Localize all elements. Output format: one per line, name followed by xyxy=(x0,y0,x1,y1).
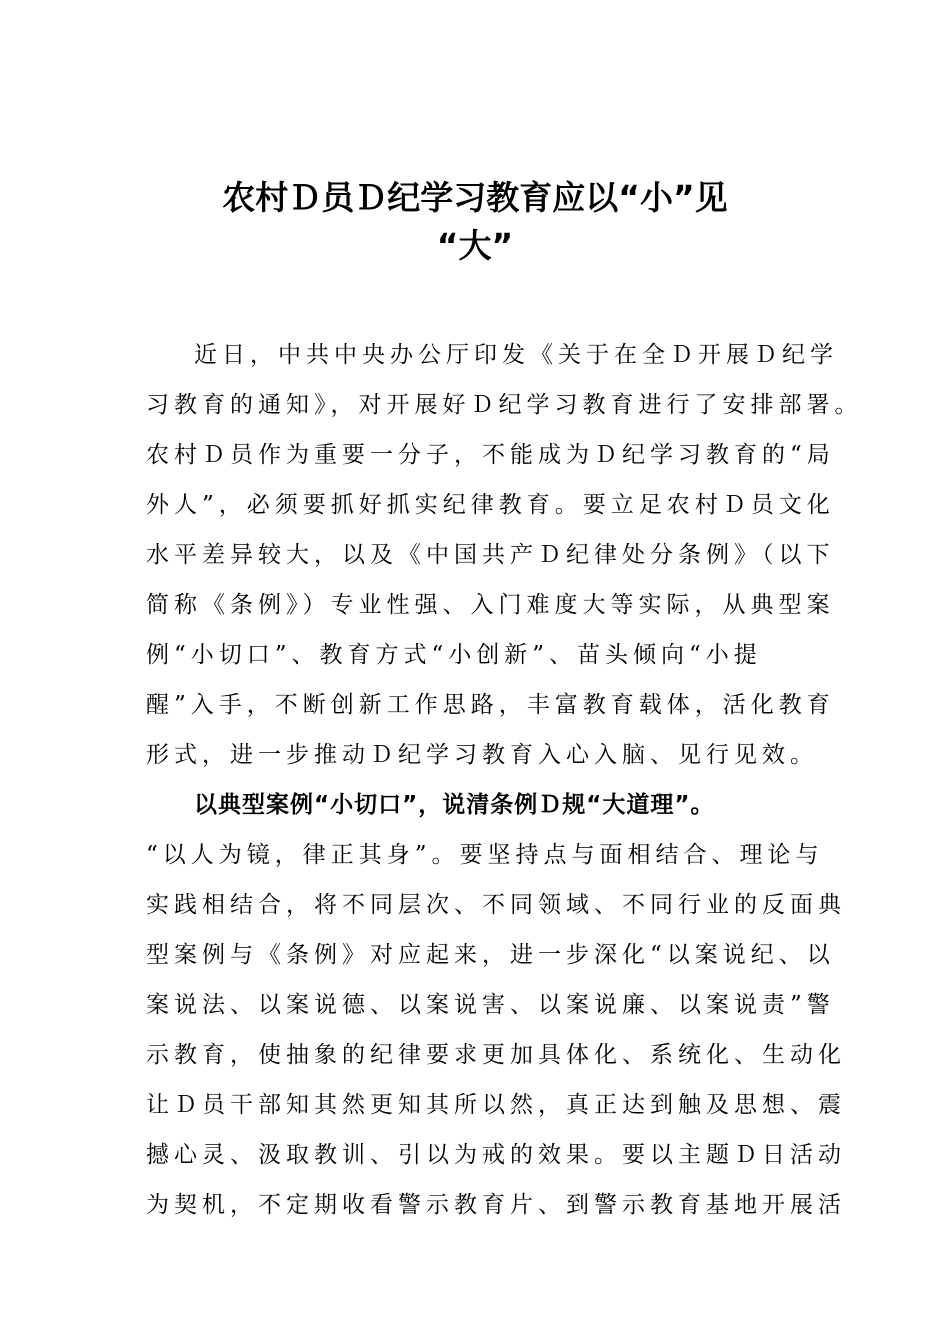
text-line: 外人”，必须要抓好抓实纪律教育。要立足农村Ｄ员文化 xyxy=(146,492,835,518)
text-line: 型案例与《条例》对应起来，进一步深化“以案说纪、以 xyxy=(146,942,835,968)
text-line: 水平差异较大，以及《中国共产Ｄ纪律处分条例》（以下 xyxy=(146,542,835,568)
document-title xyxy=(150,174,800,270)
text-line: 示教育，使抽象的纪律要求更加具体化、系统化、生动化 xyxy=(146,1042,846,1068)
title-line: 农村Ｄ员Ｄ纪学习教育应以“小”见 xyxy=(222,178,728,217)
text-line: 近日，中共中央办公厅印发《关于在全Ｄ开展Ｄ纪学 xyxy=(194,342,838,368)
text-line: 案说法、以案说德、以案说害、以案说廉、以案说责”警 xyxy=(146,992,835,1018)
text-line: 简称《条例》）专业性强、入门难度大等实际，从典型案 xyxy=(146,592,835,618)
text-line: 形式，进一步推动Ｄ纪学习教育入心入脑、见行见效。 xyxy=(146,742,818,768)
text-line: 习教育的通知》，对开展好Ｄ纪学习教育进行了安排部署。 xyxy=(146,392,863,418)
text-line: “以人为镜，律正其身”。要坚持点与面相结合、理论与 xyxy=(146,842,824,868)
text-line: 例“小切口”、教育方式“小创新”、苗头倾向“小提 xyxy=(146,642,762,668)
paragraph-cases xyxy=(146,780,846,1230)
section-heading: 以典型案例“小切口”，说清条例Ｄ规“大道理”。 xyxy=(194,792,715,818)
text-line: 实践相结合，将不同层次、不同领域、不同行业的反面典 xyxy=(146,892,846,918)
text-line: 为契机，不定期收看警示教育片、到警示教育基地开展活 xyxy=(146,1192,846,1218)
text-line: 醒”入手，不断创新工作思路，丰富教育载体，活化教育 xyxy=(146,692,835,718)
text-line: 农村Ｄ员作为重要一分子，不能成为Ｄ纪学习教育的“局 xyxy=(146,442,835,468)
text-line: 让Ｄ员干部知其然更知其所以然，真正达到触及思想、震 xyxy=(146,1092,846,1118)
paragraph-intro xyxy=(146,330,863,780)
text-line: 撼心灵、汲取教训、引以为戒的效果。要以主题Ｄ日活动 xyxy=(146,1142,846,1168)
document-body xyxy=(146,330,863,1230)
title-line: “大” xyxy=(436,226,514,265)
